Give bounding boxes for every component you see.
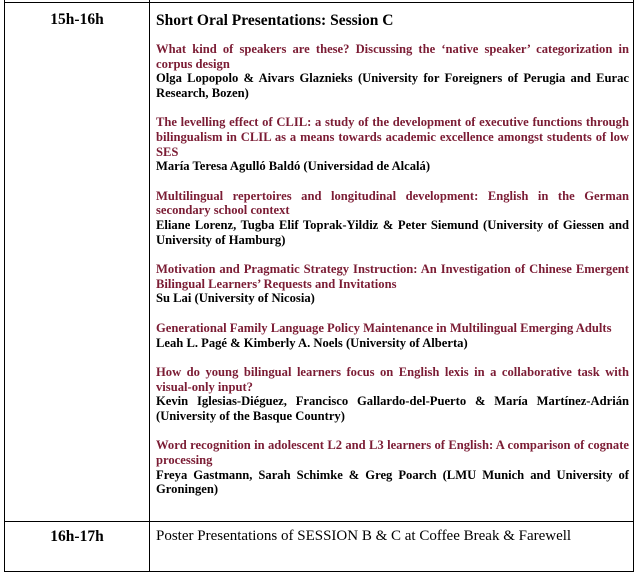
talk-item <box>156 189 629 247</box>
talk-authors: Kevin Iglesias-Diéguez, Francisco Gallardo-del-Puerto & María Martínez-Adrián (University of the Basque Country) <box>156 394 629 423</box>
session-c-content <box>150 3 634 522</box>
session-c-row <box>5 3 634 522</box>
talk-title: How do young bilingual learners focus on English lexis in a collaborative task with visual-only input? <box>156 365 629 394</box>
talk-item <box>156 262 629 306</box>
talk-item <box>156 115 629 173</box>
talk-authors: Su Lai (University of Nicosia) <box>156 291 315 306</box>
poster-session-row <box>5 521 634 571</box>
talk-title: What kind of speakers are these? Discussing the ‘native speaker’ categorization in corpus design <box>156 42 629 71</box>
talk-item <box>156 321 629 350</box>
session-c-time: 15h-16h <box>5 3 150 522</box>
talk-authors: María Teresa Agulló Baldó (Universidad de Alcalá) <box>156 159 431 174</box>
talk-authors: Freya Gastmann, Sarah Schimke & Greg Poarch (LMU Munich and University of Groningen) <box>156 467 629 497</box>
program-schedule-table <box>4 0 634 572</box>
talk-title: Motivation and Pragmatic Strategy Instruction: An Investigation of Chinese Emergent Bilingual Learners’ Requests and Invitations <box>156 262 629 291</box>
talk-item <box>156 42 629 100</box>
talk-authors: Leah L. Pagé & Kimberly A. Noels (University of Alberta) <box>156 335 468 350</box>
talk-item <box>156 365 629 423</box>
poster-session-time: 16h-17h <box>5 521 150 571</box>
session-c-title: Short Oral Presentations: Session C <box>156 12 394 29</box>
talk-title: Generational Family Language Policy Maintenance in Multilingual Emerging Adults <box>156 320 612 335</box>
talk-authors: Eliane Lorenz, Tugba Elif Toprak-Yildiz & Peter Siemund (University of Giessen and University of Hamburg) <box>156 217 629 247</box>
talk-item <box>156 438 629 496</box>
talk-title: Word recognition in adolescent L2 and L3 learners of English: A comparison of cognate processing <box>156 438 629 468</box>
talk-title: Multilingual repertoires and longitudinal development: English in the German secondary school context <box>156 188 629 218</box>
poster-session-description: Poster Presentations of SESSION B & C at Coffee Break & Farewell <box>150 521 634 571</box>
talk-title: The levelling effect of CLIL: a study of the development of executive functions through bilingualism in CLIL as a means towards academic excellence amongst students of low SES <box>156 115 629 159</box>
talk-authors: Olga Lopopolo & Aivars Glaznieks (University for Foreigners of Perugia and Eurac Research, Bozen) <box>156 71 629 100</box>
